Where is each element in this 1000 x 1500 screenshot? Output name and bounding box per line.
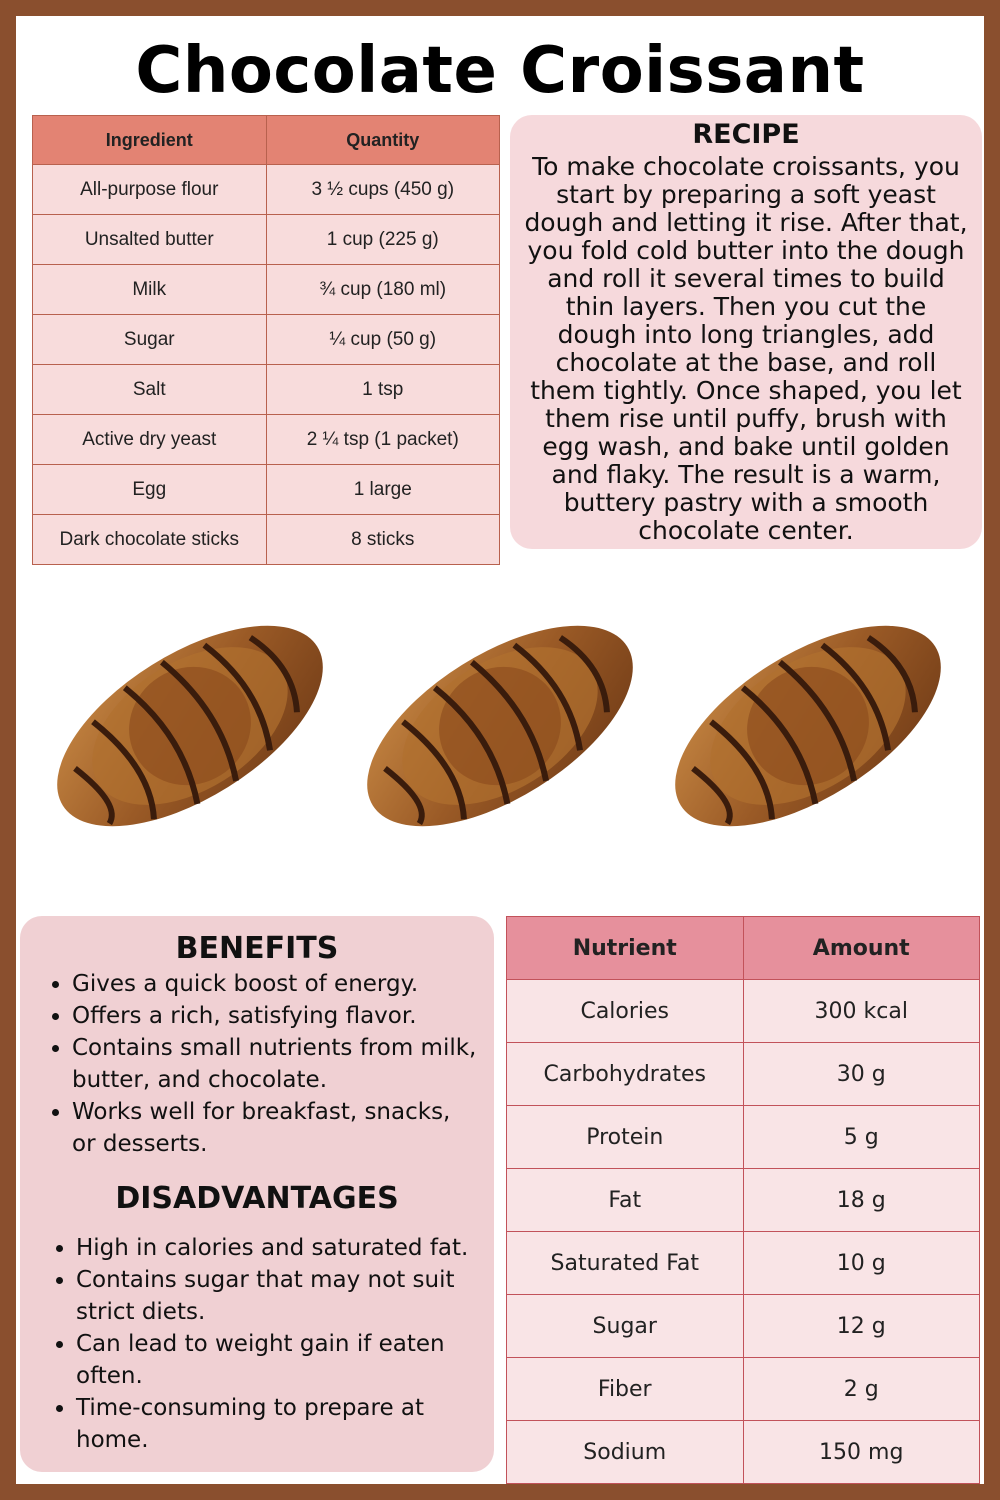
croissant-image <box>30 561 350 891</box>
ingredients-table <box>32 115 500 565</box>
nutrient-name: Protein <box>507 1106 744 1169</box>
nutrient-amount: 10 g <box>743 1232 980 1295</box>
nutrient-amount: 30 g <box>743 1043 980 1106</box>
table-row <box>33 415 500 465</box>
list-item: • Contains sugar that may not suit strict diets. <box>76 1264 480 1328</box>
ingredient-name: Dark chocolate sticks <box>33 515 267 565</box>
nutrient-name: Sugar <box>507 1295 744 1358</box>
table-row <box>507 980 980 1043</box>
nutrient-amount: 12 g <box>743 1295 980 1358</box>
table-row <box>33 465 500 515</box>
table-row <box>33 215 500 265</box>
benefits-title: BENEFITS <box>175 931 339 966</box>
table-row <box>507 1295 980 1358</box>
column-header: Nutrient <box>507 917 744 980</box>
table-row <box>507 1169 980 1232</box>
table-row <box>33 265 500 315</box>
page-title: Chocolate Croissant <box>135 34 865 108</box>
recipe-title: RECIPE <box>692 119 800 150</box>
column-header: Quantity <box>266 116 500 165</box>
nutrition-table <box>506 916 980 1484</box>
list-item: • Time-consuming to prepare at home. <box>76 1392 480 1456</box>
nutrient-name: Saturated Fat <box>507 1232 744 1295</box>
croissant-image <box>648 561 968 891</box>
ingredient-quantity: ¼ cup (50 g) <box>266 315 500 365</box>
table-row <box>507 1043 980 1106</box>
benefits-disadvantages-panel <box>20 916 494 1472</box>
ingredient-quantity: 2 ¼ tsp (1 packet) <box>266 415 500 465</box>
table-row <box>507 1106 980 1169</box>
nutrient-name: Fat <box>507 1169 744 1232</box>
ingredient-name: All-purpose flour <box>33 165 267 215</box>
disadvantages-title: DISADVANTAGES <box>115 1181 399 1216</box>
column-header: Amount <box>743 917 980 980</box>
nutrient-name: Calories <box>507 980 744 1043</box>
nutrient-name: Sodium <box>507 1421 744 1484</box>
nutrient-name: Carbohydrates <box>507 1043 744 1106</box>
nutrient-name: Fiber <box>507 1358 744 1421</box>
ingredient-quantity: 8 sticks <box>266 515 500 565</box>
ingredient-quantity: 1 cup (225 g) <box>266 215 500 265</box>
table-row <box>33 315 500 365</box>
table-row <box>507 1358 980 1421</box>
list-item: • Offers a rich, satisfying flavor. <box>72 1000 480 1032</box>
ingredient-name: Active dry yeast <box>33 415 267 465</box>
column-header: Ingredient <box>33 116 267 165</box>
nutrient-amount: 300 kcal <box>743 980 980 1043</box>
ingredient-name: Milk <box>33 265 267 315</box>
recipe-text: To make chocolate croissants, you start by preparing a soft yeast dough and letting it rise. After that, you fold cold butter into the dough and roll it several times to build thin layers. Then you cut the dough into long triangles, add chocolate at the base, and roll them tightly. Once shaped, you let them rise until puffy, brush with egg wash, and bake until golden and flaky. The result is a warm, buttery pastry with a smooth chocolate center. <box>524 152 968 545</box>
disadvantages-list <box>34 1232 480 1456</box>
list-item: • High in calories and saturated fat. <box>76 1232 480 1264</box>
list-item: • Can lead to weight gain if eaten often. <box>76 1328 480 1392</box>
nutrient-amount: 18 g <box>743 1169 980 1232</box>
list-item: • Gives a quick boost of energy. <box>72 968 480 1000</box>
ingredient-quantity: 1 tsp <box>266 365 500 415</box>
ingredient-quantity: 3 ½ cups (450 g) <box>266 165 500 215</box>
benefits-list <box>34 968 480 1160</box>
table-row <box>33 515 500 565</box>
ingredient-quantity: ¾ cup (180 ml) <box>266 265 500 315</box>
recipe-panel <box>510 115 982 549</box>
table-header-row <box>507 917 980 980</box>
list-item: • Works well for breakfast, snacks, or desserts. <box>72 1096 480 1160</box>
nutrient-amount: 5 g <box>743 1106 980 1169</box>
croissant-image <box>340 561 660 891</box>
ingredient-name: Sugar <box>33 315 267 365</box>
ingredient-name: Salt <box>33 365 267 415</box>
list-item: • Contains small nutrients from milk, butter, and chocolate. <box>72 1032 480 1096</box>
table-row <box>33 365 500 415</box>
ingredient-name: Unsalted butter <box>33 215 267 265</box>
ingredient-quantity: 1 large <box>266 465 500 515</box>
ingredient-name: Egg <box>33 465 267 515</box>
table-header-row <box>33 116 500 165</box>
page <box>16 16 984 1484</box>
nutrient-amount: 150 mg <box>743 1421 980 1484</box>
nutrient-amount: 2 g <box>743 1358 980 1421</box>
table-row <box>507 1421 980 1484</box>
table-row <box>507 1232 980 1295</box>
table-row <box>33 165 500 215</box>
